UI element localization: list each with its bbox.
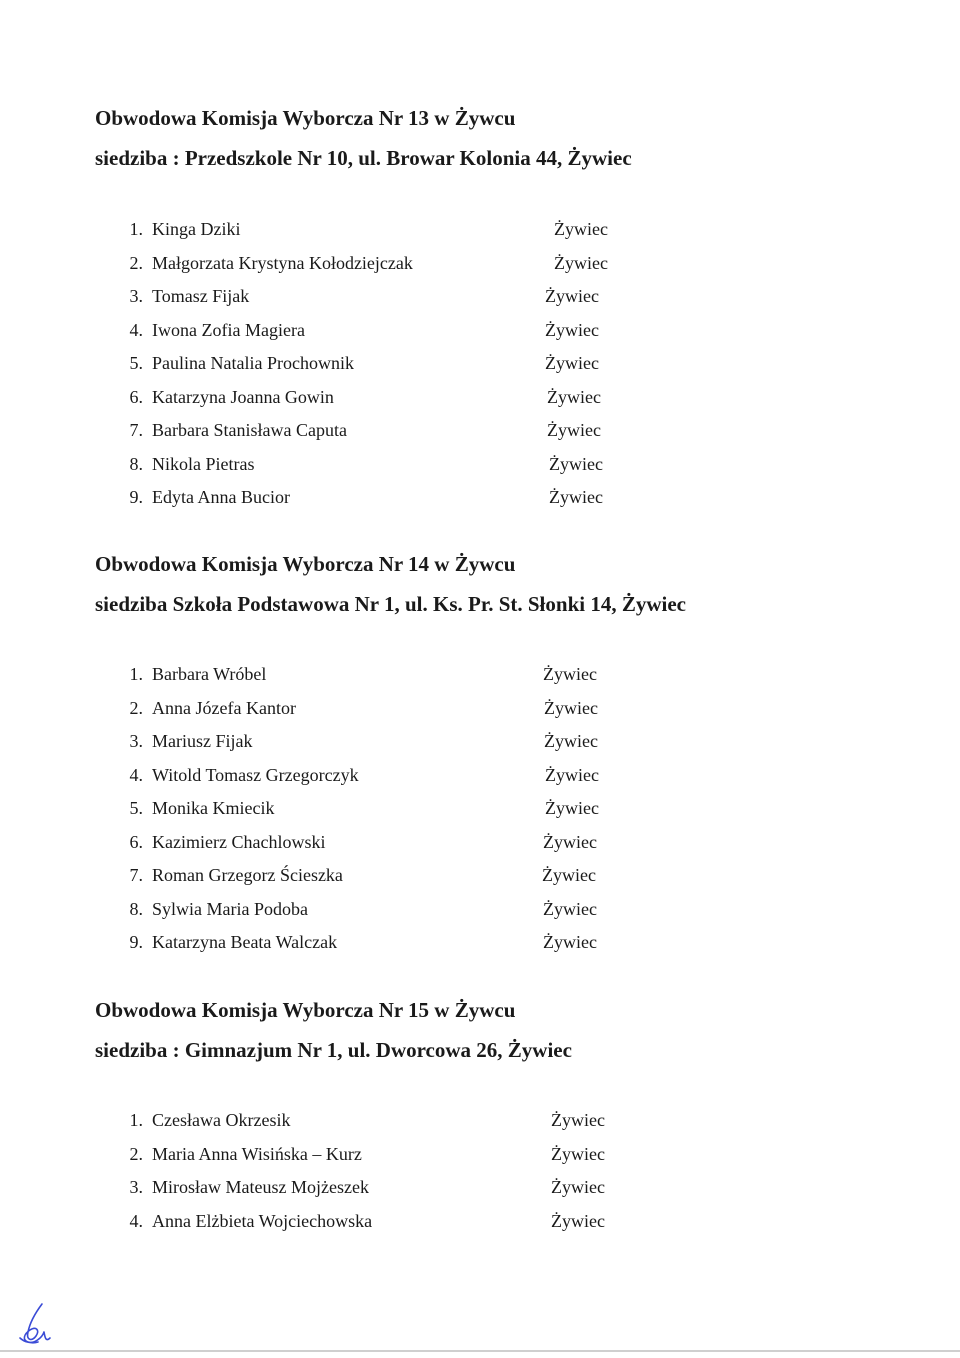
member-city: Żywiec [543,898,597,919]
member-city: Żywiec [545,353,599,373]
commission-15 [95,998,915,1231]
member-city: Żywiec [542,865,596,885]
member-name: Kazimierz Chachlowski [152,831,326,852]
item-number: 2. [129,252,143,273]
member-name: Mirosław Mateusz Mojżeszek [152,1177,369,1197]
scan-edge [0,1350,960,1352]
item-number: 5. [129,353,143,373]
item-number: 4. [129,1210,143,1231]
item-number: 2. [129,697,143,718]
member-name: Małgorzata Krystyna Kołodziejczak [152,252,413,273]
item-number: 6. [129,831,143,852]
item-number: 1. [129,664,143,684]
item-number: 1. [129,219,143,239]
commission-title: Obwodowa Komisja Wyborcza Nr 14 w Żywcu [95,552,516,576]
member-name: Tomasz Fijak [152,286,250,306]
item-number: 8. [129,453,143,474]
member-name: Barbara Wróbel [152,664,267,684]
commission-address: siedziba : Gimnazjum Nr 1, ul. Dworcowa 26, Żywiec [95,1038,572,1062]
member-city: Żywiec [544,731,598,751]
member-city: Żywiec [544,697,598,718]
member-city: Żywiec [543,664,597,684]
item-number: 7. [129,420,143,440]
member-name: Paulina Natalia Prochownik [152,353,354,373]
commission-title: Obwodowa Komisja Wyborcza Nr 15 w Żywcu [95,998,516,1022]
member-city: Żywiec [554,219,608,239]
commission-13 [95,106,915,507]
member-city: Żywiec [545,798,599,818]
commission-title: Obwodowa Komisja Wyborcza Nr 13 w Żywcu [95,106,516,130]
member-name: Barbara Stanisława Caputa [152,420,347,440]
member-city: Żywiec [547,386,601,407]
item-number: 4. [129,319,143,340]
item-number: 9. [129,932,143,952]
member-city: Żywiec [543,932,597,952]
item-number: 8. [129,898,143,919]
member-city: Żywiec [547,420,601,440]
member-city: Żywiec [545,764,599,785]
member-name: Maria Anna Wisińska – Kurz [152,1143,362,1164]
member-city: Żywiec [551,1143,605,1164]
member-name: Kinga Dziki [152,219,241,239]
member-name: Sylwia Maria Podoba [152,898,308,919]
member-name: Katarzyna Beata Walczak [152,932,338,952]
item-number: 4. [129,764,143,785]
member-city: Żywiec [554,252,608,273]
item-number: 3. [129,1177,143,1197]
member-city: Żywiec [551,1210,605,1231]
member-name: Nikola Pietras [152,453,255,474]
member-name: Anna Józefa Kantor [152,697,296,718]
member-name: Mariusz Fijak [152,731,253,751]
item-number: 5. [129,798,143,818]
item-number: 3. [129,286,143,306]
member-city: Żywiec [549,487,603,507]
item-number: 1. [129,1110,143,1130]
member-name: Roman Grzegorz Ścieszka [152,865,343,885]
signature-mark [14,1298,54,1348]
commission-14 [95,552,915,952]
member-city: Żywiec [549,453,603,474]
member-city: Żywiec [545,319,599,340]
item-number: 6. [129,386,143,407]
member-name: Witold Tomasz Grzegorczyk [152,764,359,785]
item-number: 3. [129,731,143,751]
item-number: 9. [129,487,143,507]
member-name: Anna Elżbieta Wojciechowska [152,1210,373,1231]
member-name: Czesława Okrzesik [152,1110,291,1130]
member-name: Katarzyna Joanna Gowin [152,386,334,407]
member-city: Żywiec [551,1177,605,1197]
member-name: Edyta Anna Bucior [152,487,290,507]
member-city: Żywiec [545,286,599,306]
member-city: Żywiec [543,831,597,852]
commission-address: siedziba : Przedszkole Nr 10, ul. Browar Kolonia 44, Żywiec [95,146,632,170]
member-city: Żywiec [551,1110,605,1130]
item-number: 7. [129,865,143,885]
member-name: Monika Kmiecik [152,798,275,818]
member-name: Iwona Zofia Magiera [152,319,305,340]
item-number: 2. [129,1143,143,1164]
commission-address: siedziba Szkoła Podstawowa Nr 1, ul. Ks. Pr. St. Słonki 14, Żywiec [95,592,686,616]
